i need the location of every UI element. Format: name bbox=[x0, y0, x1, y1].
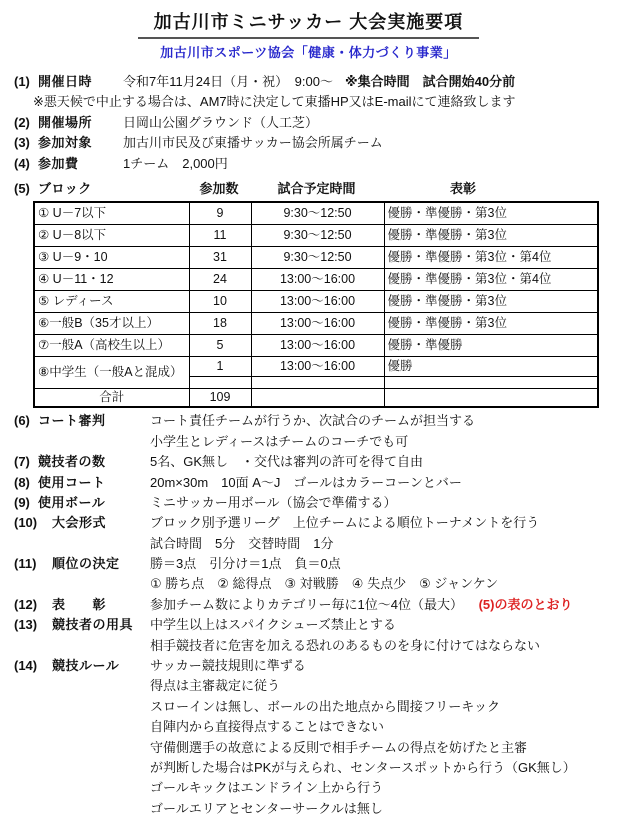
title-block bbox=[0, 0, 617, 41]
item-4 bbox=[0, 154, 617, 174]
item-12-value-wrap bbox=[150, 595, 572, 615]
item-9 bbox=[0, 493, 617, 513]
row-4-name: ④ U－11・12 bbox=[34, 269, 189, 291]
item-1 bbox=[0, 72, 617, 92]
item-2-number: (2) bbox=[14, 114, 30, 130]
item-13-sub: 相手競技者に危害を加える恐れのあるものを身に付けてはならない bbox=[150, 637, 541, 653]
item-14-subline bbox=[0, 738, 617, 758]
table-row bbox=[34, 357, 598, 377]
item-5-block-header bbox=[0, 179, 617, 199]
item-10-label: 大会形式 bbox=[52, 515, 107, 531]
item-14-subline bbox=[0, 676, 617, 696]
item-14-sub-4: 守備側選手の故意による反則で相手チームの得点を妨げたと主審 bbox=[150, 739, 528, 755]
item-1-subnote-line bbox=[0, 92, 617, 112]
item-7-value: 5名、GK無し ・交代は審判の許可を得て自由 bbox=[150, 454, 424, 470]
item-13-subline bbox=[0, 636, 617, 656]
item-13 bbox=[0, 615, 617, 635]
row-6-count: 18 bbox=[189, 313, 251, 335]
item-11 bbox=[0, 554, 617, 574]
item-14-label: 競技ルール bbox=[52, 658, 120, 674]
table-total-row bbox=[34, 389, 598, 408]
item-11-subline bbox=[0, 574, 617, 594]
row-1-count: 9 bbox=[189, 202, 251, 225]
empty-cell bbox=[189, 377, 251, 389]
item-1-note: ※集合時間 試合開始40分前 bbox=[345, 74, 516, 89]
item-8-value: 20m×30m 10面 A～J ゴールはカラーコーンとバー bbox=[150, 474, 462, 490]
item-2 bbox=[0, 113, 617, 133]
row-6-award: 優勝・準優勝・第3位 bbox=[384, 313, 598, 335]
row-3-name: ③ U－9・10 bbox=[34, 247, 189, 269]
empty-cell bbox=[384, 377, 598, 389]
row-5-award: 優勝・準優勝・第3位 bbox=[384, 291, 598, 313]
row-8-name: ⑧中学生（一般Aと混成） bbox=[34, 357, 189, 389]
row-2-award: 優勝・準優勝・第3位 bbox=[384, 225, 598, 247]
item-6-number: (6) bbox=[14, 413, 30, 429]
item-7-label: 競技者の数 bbox=[38, 454, 106, 470]
page-subtitle: 加古川市スポーツ協会「健康・体力づくり事業」 bbox=[160, 45, 457, 60]
row-4-time: 13:00～16:00 bbox=[251, 269, 384, 291]
row-8-count: 1 bbox=[189, 357, 251, 377]
row-5-time: 13:00～16:00 bbox=[251, 291, 384, 313]
row-4-count: 24 bbox=[189, 269, 251, 291]
item-13-label: 競技者の用具 bbox=[52, 617, 134, 633]
item-5-label: ブロック bbox=[38, 180, 92, 196]
item-14-subline bbox=[0, 697, 617, 717]
item-14-sub-6: ゴールキックはエンドライン上から行う bbox=[150, 780, 384, 796]
row-7-time: 13:00～16:00 bbox=[251, 335, 384, 357]
item-1-subnote: ※悪天候で中止する場合は、AM7時に決定して東播HP又はE-mailにて連絡致します bbox=[33, 94, 516, 110]
row-7-count: 5 bbox=[189, 335, 251, 357]
row-1-time: 9:30～12:50 bbox=[251, 202, 384, 225]
item-14-sub-3: 自陣内から直接得点することはできない bbox=[150, 719, 385, 735]
item-6-label: コート審判 bbox=[38, 413, 106, 429]
item-7-number: (7) bbox=[14, 454, 30, 470]
item-10-subline bbox=[0, 534, 617, 554]
table-row bbox=[34, 202, 598, 225]
item-10-value: ブロック別予選リーグ 上位チームによる順位トーナメントを行う bbox=[150, 515, 540, 531]
row-3-count: 31 bbox=[189, 247, 251, 269]
table-row bbox=[34, 291, 598, 313]
table-row bbox=[34, 335, 598, 357]
empty-cell bbox=[384, 389, 598, 408]
total-label: 合計 bbox=[34, 389, 189, 408]
item-4-number: (4) bbox=[14, 155, 30, 171]
empty-cell bbox=[251, 377, 384, 389]
item-6-subline bbox=[0, 432, 617, 452]
item-11-number: (11) bbox=[14, 556, 37, 572]
row-1-award: 優勝・準優勝・第3位 bbox=[384, 202, 598, 225]
row-3-time: 9:30～12:50 bbox=[251, 247, 384, 269]
item-14-sub-7: ゴールエリアとセンターサークルは無し bbox=[150, 800, 383, 816]
table-row bbox=[34, 269, 598, 291]
row-5-name: ⑤ レディース bbox=[34, 291, 189, 313]
item-1-value: 令和7年11月24日（月・祝） 9:00～ bbox=[123, 74, 333, 89]
item-9-label: 使用ボール bbox=[38, 494, 106, 510]
row-4-award: 優勝・準優勝・第3位・第4位 bbox=[384, 269, 598, 291]
item-4-value: 1チーム 2,000円 bbox=[123, 155, 228, 171]
item-14-sub-1: 得点は主審裁定に従う bbox=[150, 678, 281, 694]
item-11-value: 勝＝3点 引分け＝1点 負＝0点 bbox=[150, 556, 341, 572]
item-12-red-note: (5)の表のとおり bbox=[478, 596, 573, 612]
item-12-label: 表 彰 bbox=[52, 596, 107, 612]
row-7-name: ⑦一般A（高校生以上） bbox=[34, 335, 189, 357]
row-5-count: 10 bbox=[189, 291, 251, 313]
item-13-number: (13) bbox=[14, 617, 38, 633]
table-row bbox=[34, 313, 598, 335]
item-11-sub: ① 勝ち点 ② 総得点 ③ 対戦勝 ④ 失点少 ⑤ ジャンケン bbox=[150, 576, 499, 592]
item-7 bbox=[0, 452, 617, 472]
item-3-number: (3) bbox=[14, 135, 30, 151]
item-14-sub-5: が判断した場合はPKが与えられ、センタースポットから行う（GK無し） bbox=[150, 759, 576, 775]
item-14-value: サッカー競技規則に準ずる bbox=[150, 658, 306, 674]
row-7-award: 優勝・準優勝 bbox=[384, 335, 598, 357]
column-header-time: 試合予定時間 bbox=[277, 180, 356, 196]
item-14-subline bbox=[0, 717, 617, 737]
table-row bbox=[34, 247, 598, 269]
item-9-number: (9) bbox=[14, 494, 30, 510]
item-2-value: 日岡山公園グラウンド（人工芝） bbox=[123, 114, 319, 130]
page-title: 加古川市ミニサッカー 大会実施要項 bbox=[138, 8, 480, 39]
item-1-number: (1) bbox=[14, 74, 30, 89]
item-4-label: 参加費 bbox=[38, 155, 79, 171]
item-14-number: (14) bbox=[14, 658, 38, 674]
item-12-value: 参加チーム数によりカテゴリー毎に1位～4位（最大） bbox=[150, 596, 463, 612]
item-3 bbox=[0, 133, 617, 153]
block-table bbox=[33, 201, 599, 408]
item-1-label: 開催日時 bbox=[38, 74, 93, 89]
item-10-number: (10) bbox=[14, 515, 38, 531]
row-2-name: ② U－8以下 bbox=[34, 225, 189, 247]
row-2-time: 9:30～12:50 bbox=[251, 225, 384, 247]
row-2-count: 11 bbox=[189, 225, 251, 247]
item-6 bbox=[0, 411, 617, 431]
item-12-number: (12) bbox=[14, 596, 38, 612]
item-8-number: (8) bbox=[14, 474, 30, 490]
item-2-label: 開催場所 bbox=[38, 114, 93, 130]
item-9-value: ミニサッカー用ボール（協会で準備する） bbox=[150, 494, 397, 510]
item-13-value: 中学生以上はスパイクシューズ禁止とする bbox=[150, 617, 396, 633]
item-14-subline bbox=[0, 799, 617, 819]
total-count: 109 bbox=[189, 389, 251, 408]
empty-cell bbox=[251, 389, 384, 408]
row-8-award: 優勝 bbox=[384, 357, 598, 377]
item-6-value: コート責任チームが行うか、次試合のチームが担当する bbox=[150, 413, 476, 429]
item-14 bbox=[0, 656, 617, 676]
table-row bbox=[34, 225, 598, 247]
row-1-name: ① U－7以下 bbox=[34, 202, 189, 225]
item-8-label: 使用コート bbox=[38, 474, 106, 490]
item-5-number: (5) bbox=[14, 180, 30, 196]
item-10 bbox=[0, 513, 617, 533]
item-14-subline bbox=[0, 778, 617, 798]
row-8-time: 13:00～16:00 bbox=[251, 357, 384, 377]
item-6-sub: 小学生とレディースはチームのコーチでも可 bbox=[150, 433, 409, 449]
row-6-name: ⑥一般B（35才以上） bbox=[34, 313, 189, 335]
item-11-label: 順位の決定 bbox=[52, 556, 120, 572]
row-6-time: 13:00～16:00 bbox=[251, 313, 384, 335]
item-14-subline bbox=[0, 758, 617, 778]
item-10-sub: 試合時間 5分 交替時間 1分 bbox=[150, 535, 334, 551]
item-3-value: 加古川市民及び東播サッカー協会所属チーム bbox=[123, 135, 383, 151]
row-3-award: 優勝・準優勝・第3位・第4位 bbox=[384, 247, 598, 269]
item-8 bbox=[0, 473, 617, 493]
column-header-award: 表彰 bbox=[449, 180, 476, 196]
column-header-count: 参加数 bbox=[199, 180, 239, 196]
item-12 bbox=[0, 595, 617, 615]
item-14-sub-2: スローインは無し、ボールの出た地点から間接フリーキック bbox=[150, 698, 500, 714]
item-3-label: 参加対象 bbox=[38, 135, 93, 151]
